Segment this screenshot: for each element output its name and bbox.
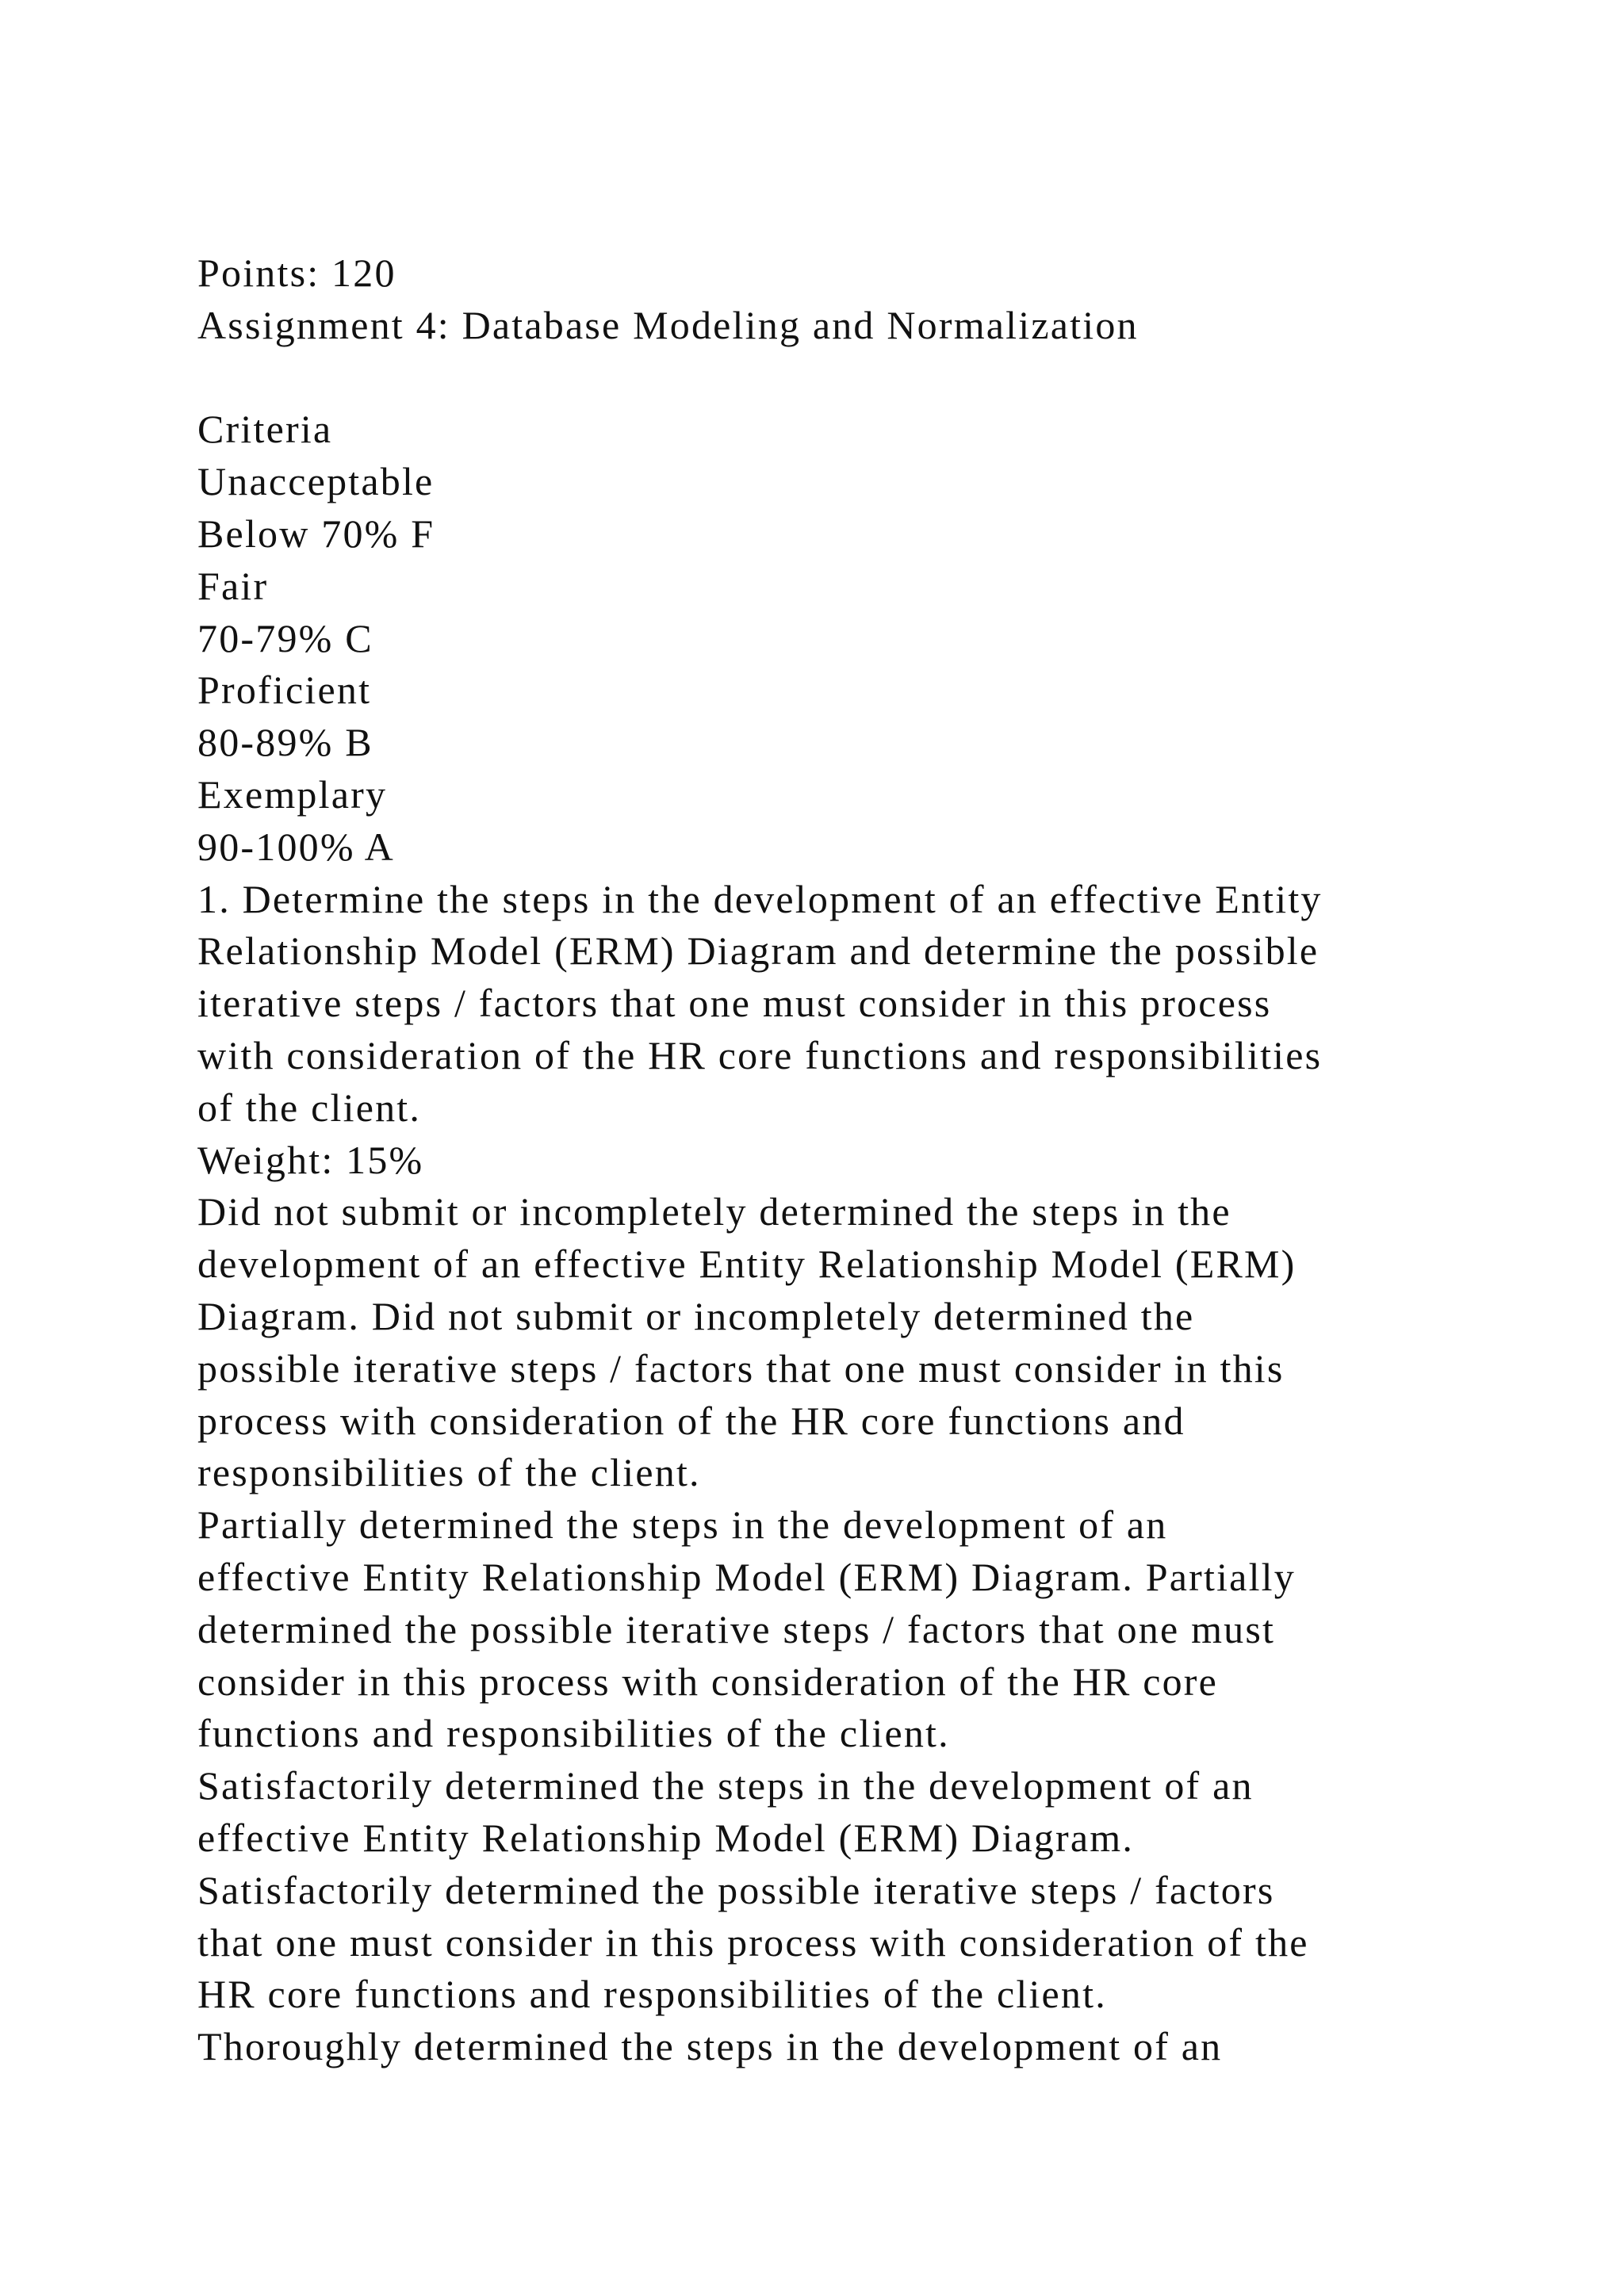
criterion-text: 1. Determine the steps in the development of an effective Entity <box>197 876 1323 921</box>
criterion-text: of the client. <box>197 1085 422 1130</box>
fair-description: functions and responsibilities of the client. <box>197 1711 950 1756</box>
proficient-description: Satisfactorily determined the possible iterative steps / factors <box>197 1867 1275 1912</box>
level-exemplary-range: 90-100% A <box>197 824 395 869</box>
level-exemplary: Exemplary <box>197 771 388 817</box>
level-unacceptable: Unacceptable <box>197 459 435 504</box>
unacceptable-description: Did not submit or incompletely determined the steps in the <box>197 1189 1231 1234</box>
unacceptable-description: responsibilities of the client. <box>197 1450 701 1495</box>
unacceptable-description: process with consideration of the HR core functions and <box>197 1398 1185 1443</box>
fair-description: Partially determined the steps in the development of an <box>197 1502 1168 1548</box>
level-fair-range: 70-79% C <box>197 615 373 660</box>
fair-description: consider in this process with consideration of the HR core <box>197 1659 1219 1704</box>
fair-description: effective Entity Relationship Model (ERM) Diagram. Partially <box>197 1554 1296 1599</box>
level-proficient: Proficient <box>197 668 372 713</box>
level-unacceptable-range: Below 70% F <box>197 511 435 556</box>
assignment-title: Assignment 4: Database Modeling and Normalization <box>197 302 1139 347</box>
proficient-description: Satisfactorily determined the steps in the development of an <box>197 1763 1254 1808</box>
document-body <box>197 247 1482 2073</box>
unacceptable-description: possible iterative steps / factors that one must consider in this <box>197 1345 1285 1391</box>
level-fair: Fair <box>197 563 269 608</box>
unacceptable-description: Diagram. Did not submit or incompletely determined the <box>197 1293 1195 1338</box>
criterion-text: with consideration of the HR core functions and responsibilities <box>197 1032 1323 1077</box>
criterion-text: Relationship Model (ERM) Diagram and determine the possible <box>197 928 1320 974</box>
points-line: Points: 120 <box>197 251 396 295</box>
fair-description: determined the possible iterative steps / factors that one must <box>197 1606 1276 1651</box>
blank-line <box>197 352 1482 404</box>
proficient-description: effective Entity Relationship Model (ERM) Diagram. <box>197 1815 1135 1860</box>
level-proficient-range: 80-89% B <box>197 720 373 765</box>
criterion-weight: Weight: 15% <box>197 1137 424 1182</box>
criterion-text: iterative steps / factors that one must consider in this process <box>197 981 1272 1026</box>
unacceptable-description: development of an effective Entity Relationship Model (ERM) <box>197 1242 1297 1287</box>
proficient-description: that one must consider in this process with consideration of the <box>197 1919 1309 1965</box>
exemplary-description: Thoroughly determined the steps in the development of an <box>197 2024 1223 2069</box>
proficient-description: HR core functions and responsibilities of the client. <box>197 1972 1107 2017</box>
criteria-header: Criteria <box>197 407 333 452</box>
